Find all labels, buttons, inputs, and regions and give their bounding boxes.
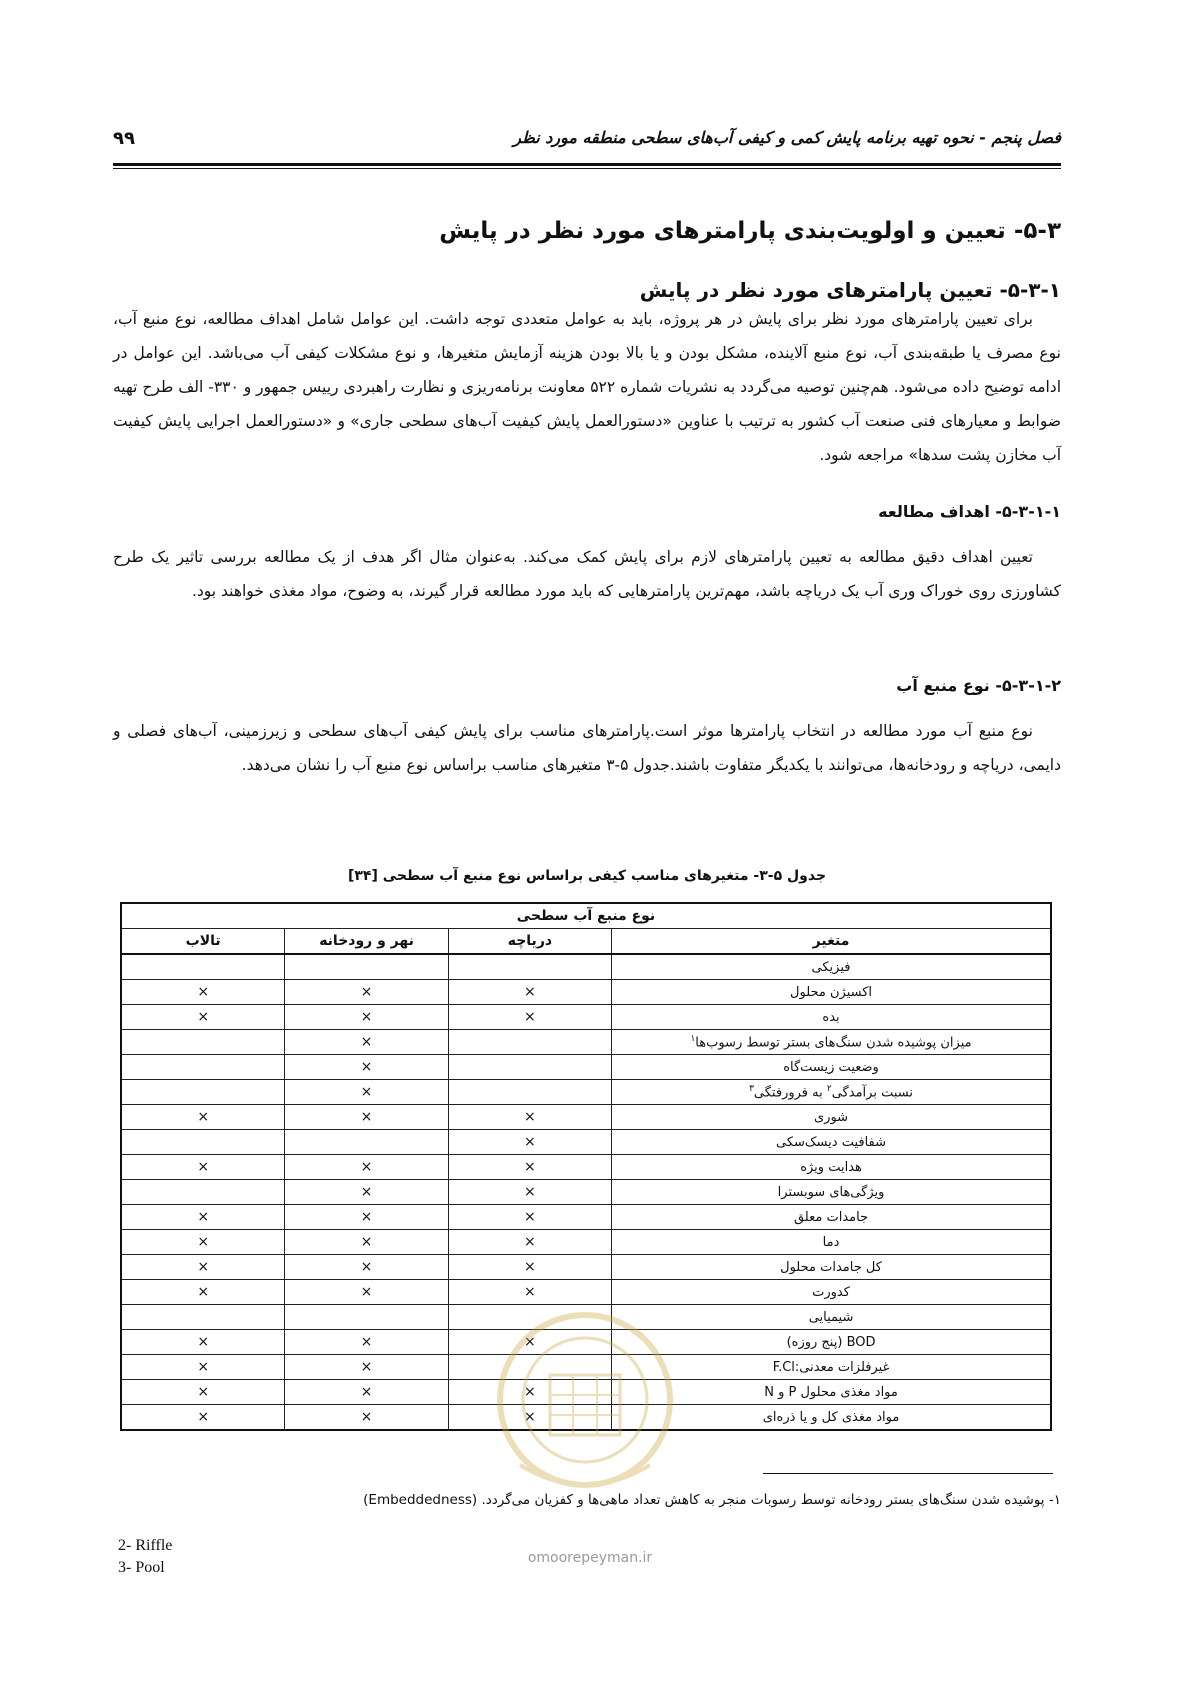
table-row xyxy=(121,1255,1051,1280)
paragraph-1: برای تعیین پارامترهای مورد نظر برای پایش در هر پروژه، باید به عوامل متعددی توجه داشت. این عوامل شامل اهداف مطالعه، نوع منبع آب، نوع مصرف یا طبقه‌بندی آب، نوع منبع آلاینده، مشکل بودن و یا بالا بودن هزینه آزمایش متغیرها، و نوع مشکلات کیفی آب می‌باشد. این عوامل در ادامه توضیح داده می‌شود. هم‌چنین توصیه می‌گردد به نشریات شماره ۵۲۲ معاونت برنامه‌ریزی و نظارت راهبردی رییس جمهور و ۳۳۰- الف طرح تهیه ضوابط و معیارهای فنی صنعت آب کشور به ترتیب با عناوین «دستورالعمل پایش کیفیت آب‌های سطحی جاری» و «دستورالعمل اجرایی پایش کیفیت آب مخازن پشت سدها» مراجعه شود. xyxy=(113,310,1062,464)
mark-cell: × xyxy=(285,1330,448,1355)
variable-cell: میزان پوشیده شدن سنگ‌های بستر توسط رسوب‌ها$^۱$ xyxy=(612,1030,1051,1055)
mark-cell: × xyxy=(448,1105,611,1130)
mark-cell: × xyxy=(448,1280,611,1305)
footnote-2: 2- Riffle xyxy=(118,1537,173,1554)
mark-cell xyxy=(448,1030,611,1055)
mark-cell xyxy=(285,954,448,980)
mark-cell: × xyxy=(285,1230,448,1255)
mark-cell: × xyxy=(121,1155,285,1180)
variable-cell: هدایت ویژه xyxy=(612,1155,1051,1180)
mark-cell xyxy=(121,1055,285,1080)
mark-cell: × xyxy=(285,1055,448,1080)
mark-cell: × xyxy=(448,1255,611,1280)
mark-cell: × xyxy=(121,1380,285,1405)
variable-cell: وضعیت زیست‌گاه xyxy=(612,1055,1051,1080)
variable-cell: فیزیکی xyxy=(612,954,1051,980)
table-row xyxy=(121,1005,1051,1030)
variable-cell: BOD (پنج روزه) xyxy=(612,1330,1051,1355)
mark-cell: × xyxy=(285,1180,448,1205)
mark-cell xyxy=(121,954,285,980)
mark-cell xyxy=(121,1080,285,1105)
paragraph-2: تعیین اهداف دقیق مطالعه به تعیین پارامترهای لازم برای پایش کمک می‌کند. به‌عنوان مثال اگر هدف از یک مطالعه بررسی تاثیر یک طرح کشاورزی روی خوراک وری آب یک دریاچه باشد، مهم‌ترین پارامترهایی که باید مورد مطالعه قرار گیرند، به وضوح، مواد مغذی خواهند بود. xyxy=(113,548,1061,600)
variable-cell: اکسیژن محلول xyxy=(612,980,1051,1005)
column-header-river: نهر و رودخانه xyxy=(285,929,448,955)
variable-cell: شیمیایی xyxy=(612,1305,1051,1330)
table-row xyxy=(121,1230,1051,1255)
mark-cell: × xyxy=(448,1405,611,1431)
mark-cell: × xyxy=(448,1205,611,1230)
mark-cell: × xyxy=(121,1205,285,1230)
mark-cell: × xyxy=(448,1005,611,1030)
table-row xyxy=(121,954,1051,980)
mark-cell: × xyxy=(121,1405,285,1431)
mark-cell: × xyxy=(121,1005,285,1030)
variable-cell: ویژگی‌های سوبسترا xyxy=(612,1180,1051,1205)
running-header xyxy=(113,128,1061,158)
mark-cell xyxy=(121,1305,285,1330)
page-number: ۹۹ xyxy=(113,128,135,149)
table-caption: جدول ۵-۳- متغیرهای مناسب کیفی براساس نوع منبع آب سطحی [۳۴] xyxy=(347,868,827,884)
variable-cell: کل جامدات محلول xyxy=(612,1255,1051,1280)
footnote-1: ۱- پوشیده شدن سنگ‌های بستر رودخانه توسط رسوبات منجر به کاهش تعداد ماهی‌ها و کفزیان می‌گردد. (Embeddedness) xyxy=(363,1492,1061,1508)
mark-cell xyxy=(121,1030,285,1055)
mark-cell: × xyxy=(121,1330,285,1355)
mark-cell xyxy=(285,1130,448,1155)
mark-cell: × xyxy=(448,1130,611,1155)
mark-cell xyxy=(121,1180,285,1205)
header-title: فصل پنجم - نحوه تهیه برنامه پایش کمی و کیفی آب‌های سطحی منطقه مورد نظر xyxy=(513,128,1061,147)
mark-cell xyxy=(448,1080,611,1105)
column-header-wetland: تالاب xyxy=(121,929,285,955)
table-row xyxy=(121,1155,1051,1180)
table-row xyxy=(121,1080,1051,1105)
variable-cell: غیرفلزات معدنی:F.Cl xyxy=(612,1355,1051,1380)
mark-cell: × xyxy=(448,1155,611,1180)
mark-cell: × xyxy=(285,1355,448,1380)
mark-cell: × xyxy=(285,1205,448,1230)
variable-cell: شفافیت دیسک‌سکی xyxy=(612,1130,1051,1155)
table-row xyxy=(121,1105,1051,1130)
mark-cell: × xyxy=(285,1105,448,1130)
mark-cell: × xyxy=(285,1005,448,1030)
header-rule xyxy=(113,163,1061,169)
subsection-heading: ۵-۳-۱- تعیین پارامترهای مورد نظر در پایش xyxy=(639,278,1061,302)
mark-cell: × xyxy=(121,1355,285,1380)
mark-cell: × xyxy=(285,1155,448,1180)
table-row xyxy=(121,1280,1051,1305)
table-row xyxy=(121,1180,1051,1205)
mark-cell: × xyxy=(121,1255,285,1280)
variable-cell: مواد مغذی محلول P و N xyxy=(612,1380,1051,1405)
variable-cell: بده xyxy=(612,1005,1051,1030)
mark-cell: × xyxy=(285,1080,448,1105)
paragraph-3: نوع منبع آب مورد مطالعه در انتخاب پارامترها موثر است.پارامترهای مناسب برای پایش کیفی آب‌های سطحی و زیرزمینی، آب‌های فصلی و دایمی، دریاچه و رودخانه‌ها، می‌توانند با یکدیگر متفاوت باشند.جدول ۵-۳ متغیرهای مناسب براساس نوع منبع آب را نشان می‌دهد. xyxy=(113,722,1061,774)
variable-cell: جامدات معلق xyxy=(612,1205,1051,1230)
mark-cell: × xyxy=(285,1030,448,1055)
footnote-rule xyxy=(763,1473,1053,1474)
table-group-header: نوع منبع آب سطحی xyxy=(121,903,1051,929)
footnote-3: 3- Pool xyxy=(118,1559,165,1576)
variable-cell: شوری xyxy=(612,1105,1051,1130)
column-header-variable: متغیر xyxy=(612,929,1051,955)
mark-cell: × xyxy=(121,1230,285,1255)
variable-cell: کدورت xyxy=(612,1280,1051,1305)
variable-cell: دما xyxy=(612,1230,1051,1255)
table-row xyxy=(121,1030,1051,1055)
heading-study-goals: ۵-۳-۱-۱- اهداف مطالعه xyxy=(878,502,1061,521)
mark-cell: × xyxy=(121,980,285,1005)
mark-cell: × xyxy=(285,1280,448,1305)
mark-cell: × xyxy=(121,1280,285,1305)
mark-cell: × xyxy=(448,980,611,1005)
table-row xyxy=(121,1130,1051,1155)
mark-cell: × xyxy=(285,1380,448,1405)
watermark-url: omoorepeyman.ir xyxy=(527,1550,653,1566)
mark-cell: × xyxy=(285,1255,448,1280)
stamp-logo-icon xyxy=(490,1305,680,1505)
column-header-lake: دریاچه xyxy=(448,929,611,955)
variable-cell: نسبت برآمدگی$^۲$ به فرورفتگی$^۳$ xyxy=(612,1080,1051,1105)
mark-cell: × xyxy=(285,1405,448,1431)
mark-cell xyxy=(285,1305,448,1330)
mark-cell xyxy=(448,1055,611,1080)
section-heading: ۵-۳- تعیین و اولویت‌بندی پارامترهای مورد نظر در پایش xyxy=(439,218,1061,244)
table-row xyxy=(121,980,1051,1005)
mark-cell: × xyxy=(121,1105,285,1130)
mark-cell: × xyxy=(285,980,448,1005)
variable-cell: مواد مغذی کل و یا ذره‌ای xyxy=(612,1405,1051,1431)
table-row xyxy=(121,1205,1051,1230)
mark-cell xyxy=(448,954,611,980)
table-row xyxy=(121,1055,1051,1080)
mark-cell xyxy=(121,1130,285,1155)
mark-cell: × xyxy=(448,1180,611,1205)
mark-cell: × xyxy=(448,1380,611,1405)
mark-cell: × xyxy=(448,1230,611,1255)
heading-water-source-type: ۵-۳-۱-۲- نوع منبع آب xyxy=(896,676,1061,695)
mark-cell: × xyxy=(448,1330,611,1355)
